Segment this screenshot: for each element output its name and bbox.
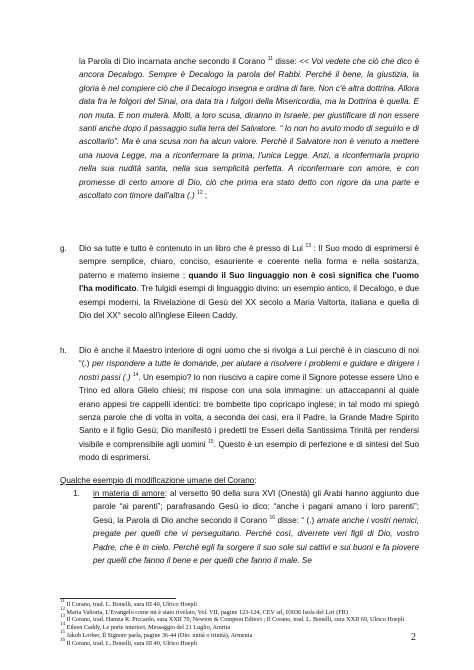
footnote: $^{12}$ Maria Valtorta, L'Evangelo come mi è stato rivelato, Vol. VII, pagine 123-124, CEV srl, 03036 Isola del Liri (FR) [60, 606, 348, 616]
footnote-ref: 16 [269, 514, 276, 521]
paragraph-text: . Tre fulgidi esempi di linguaggio divino: un esempio antico, il Decalogo, e due esempi moderni, la Rivelazione di Gesù del XX secolo a Maria Valtorta, italiana e quella di Dio del XX° secolo all'inglese Eileen Caddy. [79, 284, 419, 321]
footnote-ref: 15 [208, 438, 214, 445]
emphasis-text: quando il Suo linguaggio non è così significa che l'uomo l'ha modificato [79, 270, 420, 294]
footnote: $^{13}$ Il Corano, trad. Hamza R. Piccardo, sura XXII 70, Newton & Compton Editori ; Il Corano, trad. L. Bonelli, sura XXII 69, Ulrico Hoepli [60, 614, 405, 624]
paragraph-text: : al versetto 90 della sura XVI (Onestà) gli Arabi hanno aggiunto due parole “ai parenti”; parafrasando Gesù io dico: “anche i pagani amano i loro parenti”; Gesù, la Parola di Dio anche secondo il Corano [93, 489, 419, 525]
footnote: $^{15}$ Jakob Lorber, Il Signore parla, pagine 36-44 (Dio: unità o trinità), Armenia [60, 629, 253, 639]
footnote-ref: 12 [197, 190, 203, 197]
footnote-ref: 14 [132, 371, 139, 378]
underlined-text: in materia di amore [93, 489, 165, 498]
page-number: 2 [411, 632, 416, 643]
footnote: $^{11}$ Il Corano, trad. L. Bonelli, sura III 40, Ulrico Hoepli [60, 599, 197, 608]
list-marker-1: 1. [73, 489, 80, 498]
paragraph-text: . Questo è un esempio di perfezione e di sintesi del Suo modo di esprimersi. [79, 439, 420, 463]
list-marker-g: g. [60, 244, 67, 253]
paragraph-text: la Parola di Dio incarnata anche secondo il Corano [79, 57, 268, 66]
section-heading: Qualche esempio di modificazione umane del Corano: [60, 476, 257, 485]
paragraph-text: disse: << [272, 57, 312, 66]
paragraph-text: disse: “ (.) [275, 515, 317, 525]
section-heading-text: Qualche esempio di modificazione umane del Corano [60, 476, 255, 485]
paragraph-text: : Il Suo modo di esprimersi è sempre semplice, chiaro, conciso, esauriente e coerente nella forma e nella sostanza, paterno e materno insieme ; [79, 244, 419, 280]
quotation-text: amate anche i vostri nemici, pregate per quelli che vi perseguitano. Perché così, diverrete veri figli di Dio, vostro Padre, che è in cielo. Perché egli fa sorgere il suo sole sui cattivi e sui buoni e fa piovere per quelli che fanno il bene e per quelli che fanno il male. Se [93, 515, 419, 566]
paragraph-text: Dio è anche il Maestro interiore di ogni uomo che si rivolga a Lui perché è in ciascuno di noi “(.) [79, 346, 419, 369]
footnote: $^{16}$ Il Corano, trad. L. Bonelli, sura III 40, Ulrico Hoepli [60, 637, 198, 647]
paragraph-text: . Un esempio? Io non riuscivo a capire come il Signore potesse essere Uno e Trino ed allora Glielo chiesi; mi rispose con una sola immagine: un attaccapanni al quale erano appesi tre cappelli identici: tre bombette tipo copricapo inglese; in tal modo mi spiegò senza parole che di volta in volta, a seconda dei casi, era il Padre, la Grande Madre Spirito Santo e il figlio Gesù; Dio manifestò i predetti tre Esseri della Santissima Trinità per rendersi visibile e comprensibile agli uomini [79, 372, 419, 449]
footnote-ref: 13 [305, 243, 312, 249]
footnote-ref: 11 [267, 56, 273, 62]
list-item-1 [93, 487, 419, 567]
footnote: $^{14}$ Eileen Caddy, Le porte interiori, Messaggio del 21 Luglio, Amrita [60, 622, 231, 632]
quotation-text: Voi vedete che ciò che dico è ancora Decalogo. Sempre è Decalogo la parola del Rabbi. Perché il bene, la giustizia, la gloria è nel compiere ciò che il Decalogo insegna e ordina di fare. Non c'è altra dottrina. Allora data fra le folgori del Sinai, ora data tra i fulgori della Misericordia, ma la Dottrina è quella. E non muta. E non muterà. Molti, a loro scusa, diranno in Israele, per giustificare di non essere santi anche dopo il passaggio sulla terra del Salvatore. “ Io non ho avuto modo di seguirlo e di ascoltarlo”. Ma è una scusa non ha alcun valore. Perché il Salvatore non è venuto a mettere una nuova Legge, ma a riconfermare la prima, l'unica Legge. Anzi, a riconfermarla proprio nella sua nudità santa, nella sua semplicità perfetta. A riconfermare con amore, e con promesse di certo amore di Dio, ciò che prima era stato detto con rigore da una parte e ascoltato con timore dall'altra (.) [79, 57, 420, 201]
paragraph-text: ; [202, 191, 208, 201]
list-marker-h: h. [60, 346, 67, 355]
list-item-g [79, 242, 419, 322]
list-item-h [79, 344, 419, 465]
quotation-text: per rispondere a tutte le domande, per aiutare a risolvere i problemi e guidare e dirigere i nostri passi (.) [79, 359, 420, 382]
footnotes [60, 601, 420, 647]
paragraph-text: Dio sa tutte e tutto è contenuto in un libro che è presso di Lui [79, 244, 306, 253]
continued-paragraph [79, 55, 419, 202]
footnote-separator [60, 598, 176, 599]
